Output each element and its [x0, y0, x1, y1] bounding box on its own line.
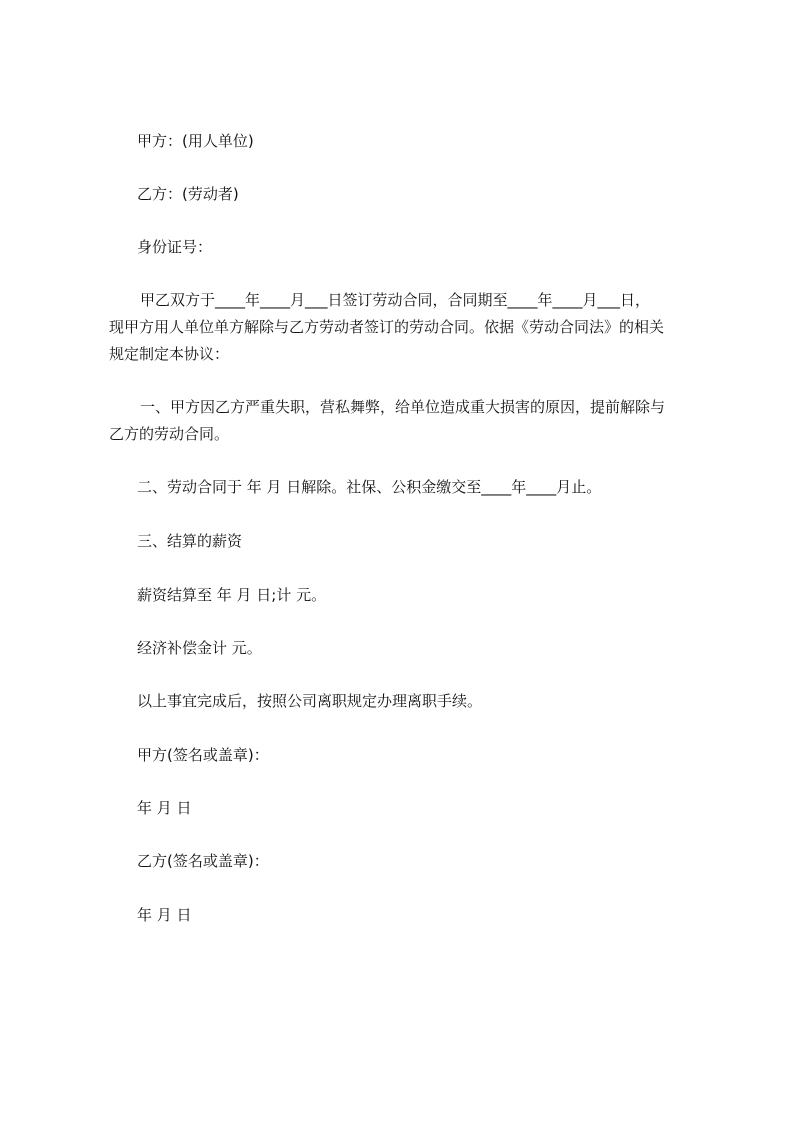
party-a-signature: 甲方(签名或盖章)：: [137, 746, 269, 764]
preamble-line-2: 现甲方用人单位单方解除与乙方劳动者签订的劳动合同。依据《劳动合同法》的相关: [109, 318, 665, 336]
party-b-label: 乙方：(劳动者): [137, 185, 239, 203]
party-b-signature: 乙方(签名或盖章)：: [137, 852, 269, 870]
party-b-date: 年 月 日: [137, 906, 192, 924]
clause-2: 二、劳动合同于 年 月 日解除。社保、公积金缴交至____年____月止。: [137, 478, 602, 496]
economic-compensation: 经济补偿金计 元。: [137, 639, 262, 657]
party-a-date: 年 月 日: [137, 799, 192, 817]
resignation-procedure: 以上事宜完成后，按照公司离职规定办理离职手续。: [137, 692, 483, 710]
clause-1-line-2: 乙方的劳动合同。: [109, 425, 230, 443]
clause-3-title: 三、结算的薪资: [137, 532, 243, 550]
preamble-line-3: 规定制定本协议：: [109, 345, 230, 363]
salary-settlement: 薪资结算至 年 月 日;计 元。: [137, 586, 327, 604]
preamble-line-1: 甲乙双方于____年____月___日签订劳动合同，合同期至____年____月___日，: [140, 291, 651, 309]
party-a-label: 甲方：(用人单位): [137, 132, 254, 150]
clause-1-line-1: 一、甲方因乙方严重失职，营私舞弊，给单位造成重大损害的原因，提前解除与: [140, 398, 666, 416]
id-number-label: 身份证号：: [137, 238, 213, 256]
